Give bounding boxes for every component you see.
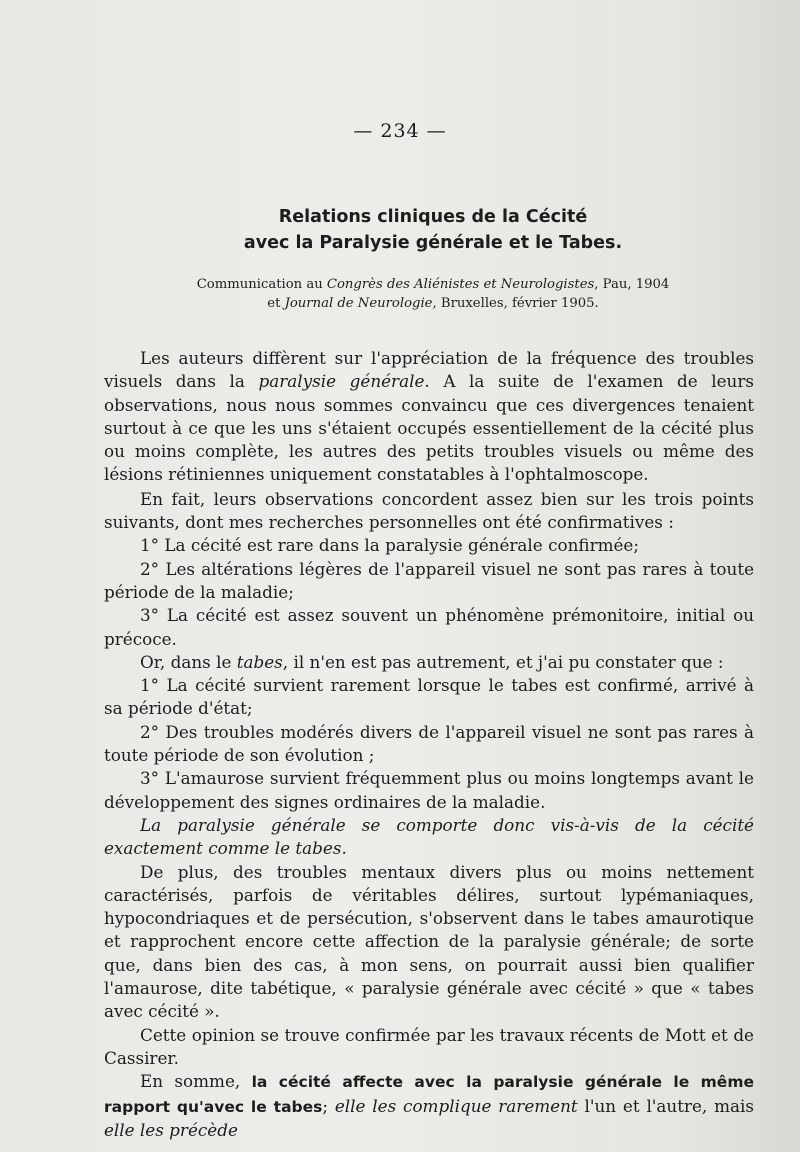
emphasis: elle les complique rarement bbox=[334, 1095, 578, 1116]
source-congress: Congrès des Aliénistes et Neurologistes bbox=[326, 277, 595, 292]
publication-source bbox=[0, 275, 800, 313]
list-item: 3° L'amaurose survient fréquemment plus ou moins longtemps avant le développement des signes ordinaires de la maladie. bbox=[104, 768, 754, 812]
paragraph bbox=[104, 347, 754, 487]
source-line-2 bbox=[0, 294, 800, 313]
text-run: En somme, bbox=[140, 1071, 252, 1092]
list-item: 1° La cécité survient rarement lorsque le tabes est confirmé, arrivé à sa période d'état; bbox=[104, 675, 754, 719]
conclusion-paragraph bbox=[104, 814, 754, 861]
source-text: Communication au bbox=[196, 277, 327, 292]
text-run: Or, dans le bbox=[140, 651, 237, 672]
emphasis: La paralysie générale se comporte donc vis-à-vis de la cécité exactement comme le tabes. bbox=[104, 814, 754, 859]
source-journal: Journal de Neurologie bbox=[284, 296, 433, 311]
text-run: Les auteurs diffèrent sur l'appréciation de la fréquence des troubles visuels dans la bbox=[104, 348, 754, 392]
emphasis: elle les précède bbox=[104, 1119, 238, 1140]
emphasis: tabes bbox=[236, 651, 283, 672]
list-item: 2° Les altérations légères de l'appareil visuel ne sont pas rares à toute période de la maladie; bbox=[104, 558, 754, 602]
title-line-1: Relations cliniques de la Cécité bbox=[278, 207, 588, 227]
source-text: , Pau, 1904 bbox=[594, 277, 670, 292]
source-text: , Bruxelles, février 1905. bbox=[432, 296, 599, 311]
list-item: 3° La cécité est assez souvent un phénomène prémonitoire, initial ou précoce. bbox=[104, 605, 754, 649]
paragraph: Cette opinion se trouve confirmée par les travaux récents de Mott et de Cassirer. bbox=[104, 1024, 754, 1068]
paragraph bbox=[104, 1070, 754, 1142]
article-body bbox=[104, 347, 754, 1142]
page-number: — 234 — bbox=[353, 120, 447, 142]
paragraph: En fait, leurs observations concordent assez bien sur les trois points suivants, dont mes recherches personnelles ont été confirmatives : bbox=[104, 488, 754, 533]
list-item: 1° La cécité est rare dans la paralysie générale confirmée; bbox=[140, 535, 640, 556]
source-line-1 bbox=[0, 275, 800, 294]
title-line-2: avec la Paralysie générale et le Tabes. bbox=[243, 233, 623, 253]
text-run: ; bbox=[322, 1095, 335, 1116]
emphasis: paralysie générale bbox=[258, 371, 425, 392]
text-run: , il n'en est pas autrement, et j'ai pu constater que : bbox=[282, 651, 724, 672]
text-run: . A la suite de l'examen de leurs observations, nous nous sommes convaincu que ces divergences tenaient surtout à ce que les uns s'étaient occupés essentiellement de la cécité plus ou moins complète, les autres des petits troubles visuels ou même des lésions rétiniennes uniquement constatables à l'ophtalmoscope. bbox=[104, 371, 754, 485]
bold-text: la cécité affecte avec la paralysie générale le même rapport qu'avec le tabes bbox=[104, 1073, 754, 1116]
paragraph: De plus, des troubles mentaux divers plus ou moins nettement caractérisés, parfois de véritables délires, surtout lypémaniaques, hypocondriaques et de persécution, s'observent dans le tabes amaurotique et rapprochent encore cette affection de la paralysie générale; de sorte que, dans bien des cas, à mon sens, on pourrait aussi bien qualifier l'amaurose, dite tabétique, « paralysie générale avec cécité » que « tabes avec cécité ». bbox=[104, 861, 754, 1022]
list-item: 2° Des troubles modérés divers de l'appareil visuel ne sont pas rares à toute période de son évolution ; bbox=[104, 721, 754, 766]
article-title bbox=[0, 204, 800, 256]
paragraph bbox=[104, 651, 754, 674]
text-run: l'un et l'autre, mais bbox=[577, 1095, 755, 1116]
source-text: et bbox=[267, 296, 285, 311]
